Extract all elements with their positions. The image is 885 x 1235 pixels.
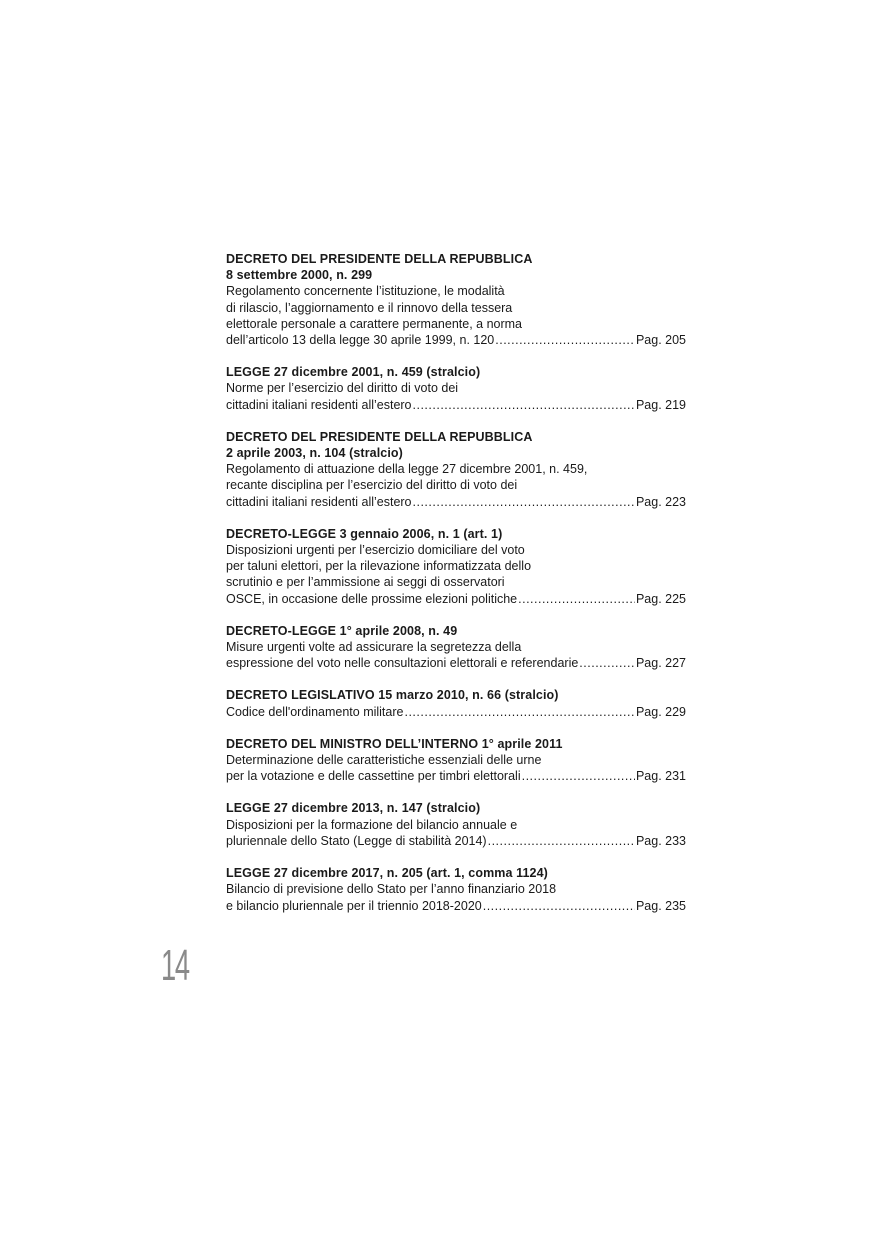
entry-description: cittadini italiani residenti all’estero	[226, 494, 412, 509]
entry-title: LEGGE 27 dicembre 2001, n. 459 (stralcio)	[226, 365, 481, 380]
entry-description: espressione del voto nelle consultazioni elettorali e referendarie	[226, 656, 579, 671]
entry-description: per la votazione e delle cassettine per timbri elettorali	[226, 769, 521, 784]
toc-entry	[226, 364, 686, 413]
dot-leader	[518, 591, 635, 607]
entry-description: elettorale personale a carattere permanente, a norma	[226, 316, 523, 331]
entry-description: scrutinio e per l’ammissione ai seggi di osservatori	[226, 575, 505, 590]
entry-title: DECRETO-LEGGE 3 gennaio 2006, n. 1 (art. 1)	[226, 526, 503, 541]
entry-title: LEGGE 27 dicembre 2013, n. 147 (stralcio)	[226, 801, 481, 816]
entry-title: DECRETO LEGISLATIVO 15 marzo 2010, n. 66 (stralcio)	[226, 688, 559, 703]
dot-leader	[522, 768, 635, 784]
dot-leader	[413, 397, 635, 413]
toc-entry	[226, 251, 686, 348]
toc-entry	[226, 623, 686, 672]
dot-leader	[579, 655, 635, 671]
entry-page-line	[226, 833, 686, 849]
entry-title: 2 aprile 2003, n. 104 (stralcio)	[226, 446, 403, 461]
entry-description: Determinazione delle caratteristiche essenziali delle urne	[226, 753, 542, 768]
dot-leader	[413, 494, 635, 510]
entry-page-line	[226, 655, 686, 671]
entry-page-line	[226, 494, 686, 510]
entry-page-line	[226, 591, 686, 607]
entry-description: Norme per l’esercizio del diritto di voto dei	[226, 381, 459, 396]
toc-entry	[226, 800, 686, 849]
dot-leader	[488, 833, 635, 849]
dot-leader	[495, 332, 635, 348]
page-reference: Pag. 219	[635, 397, 686, 412]
entry-description: Bilancio di previsione dello Stato per l’anno finanziario 2018	[226, 882, 557, 897]
entry-description: e bilancio pluriennale per il triennio 2018-2020	[226, 898, 482, 913]
entry-title: DECRETO-LEGGE 1° aprile 2008, n. 49	[226, 623, 458, 638]
page-reference: Pag. 235	[635, 898, 686, 913]
entry-page-line	[226, 768, 686, 784]
entry-description: Regolamento di attuazione della legge 27 dicembre 2001, n. 459,	[226, 462, 588, 477]
entry-description: Disposizioni urgenti per l’esercizio domiciliare del voto	[226, 543, 525, 558]
entry-title: DECRETO DEL PRESIDENTE DELLA REPUBBLICA	[226, 429, 533, 444]
entry-page-line	[226, 704, 686, 720]
toc-entry	[226, 429, 686, 510]
entry-page-line	[226, 397, 686, 413]
entry-description: cittadini italiani residenti all’estero	[226, 397, 412, 412]
dot-leader	[483, 898, 635, 914]
toc-entry	[226, 736, 686, 785]
page-reference: Pag. 225	[635, 591, 686, 606]
entry-description: Codice dell'ordinamento militare	[226, 704, 404, 719]
entry-title: LEGGE 27 dicembre 2017, n. 205 (art. 1, comma 1124)	[226, 866, 548, 881]
page-reference: Pag. 229	[635, 704, 686, 719]
page-reference: Pag. 205	[635, 333, 686, 348]
table-of-contents	[226, 251, 686, 930]
dot-leader	[404, 704, 634, 720]
entry-title: DECRETO DEL MINISTRO DELL’INTERNO 1° aprile 2011	[226, 736, 563, 751]
entry-description: pluriennale dello Stato (Legge di stabilità 2014)	[226, 833, 487, 848]
entry-description: di rilascio, l’aggiornamento e il rinnovo della tessera	[226, 300, 513, 315]
entry-page-line	[226, 898, 686, 914]
entry-description: Regolamento concernente l’istituzione, le modalità	[226, 284, 505, 299]
page-reference: Pag. 231	[635, 769, 686, 784]
entry-title: DECRETO DEL PRESIDENTE DELLA REPUBBLICA	[226, 252, 533, 266]
toc-entry	[226, 526, 686, 607]
entry-description: dell’articolo 13 della legge 30 aprile 1999, n. 120	[226, 333, 495, 348]
entry-page-line	[226, 332, 686, 348]
page-reference: Pag. 223	[635, 494, 686, 509]
entry-description: recante disciplina per l’esercizio del diritto di voto dei	[226, 478, 518, 493]
entry-description: Misure urgenti volte ad assicurare la segretezza della	[226, 640, 522, 655]
page-reference: Pag. 227	[635, 656, 686, 671]
entry-description: per taluni elettori, per la rilevazione informatizzata dello	[226, 559, 532, 574]
entry-title: 8 settembre 2000, n. 299	[226, 268, 373, 283]
page-number: 14	[161, 941, 189, 990]
page-reference: Pag. 233	[635, 833, 686, 848]
entry-description: OSCE, in occasione delle prossime elezioni politiche	[226, 591, 518, 606]
toc-entry	[226, 865, 686, 914]
toc-entry	[226, 687, 686, 719]
entry-description: Disposizioni per la formazione del bilancio annuale e	[226, 817, 518, 832]
